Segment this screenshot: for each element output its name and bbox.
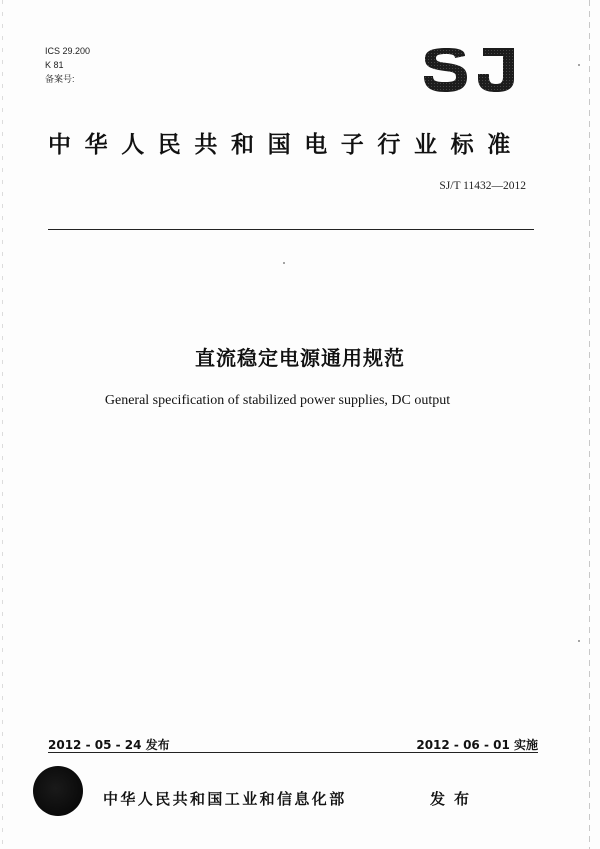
logo-letter-j (478, 48, 514, 92)
classification-code: K 81 (45, 60, 64, 70)
issuing-authority: 中华人民共和国工业和信息化部 (103, 790, 347, 808)
logo-letter-s (424, 48, 467, 92)
issue-action: 发布 (430, 790, 479, 808)
scan-edge-right (589, 0, 590, 849)
document-title-english: General specification of stabilized power supplies, DC output (104, 393, 451, 408)
document-title-chinese: 直流稳定电源通用规范 (195, 346, 405, 370)
standard-number: SJ/T 11432—2012 (439, 180, 526, 192)
header-divider (48, 229, 534, 230)
implementation-date: 2012 - 06 - 01 实施 (416, 738, 538, 752)
sj-logo (421, 46, 521, 94)
record-number-label: 备案号: (45, 74, 75, 84)
official-seal (33, 766, 83, 816)
footer-divider (48, 752, 538, 753)
scan-speck (283, 262, 285, 264)
issue-date: 2012 - 05 - 24 发布 (48, 738, 170, 752)
classification-block (45, 44, 90, 86)
ics-code: ICS 29.200 (45, 46, 91, 56)
organization-title: 中华人民共和国电子行业标准 (48, 132, 524, 158)
scan-edge-left (2, 0, 3, 849)
scan-speck (578, 640, 580, 642)
scan-speck (578, 64, 580, 66)
